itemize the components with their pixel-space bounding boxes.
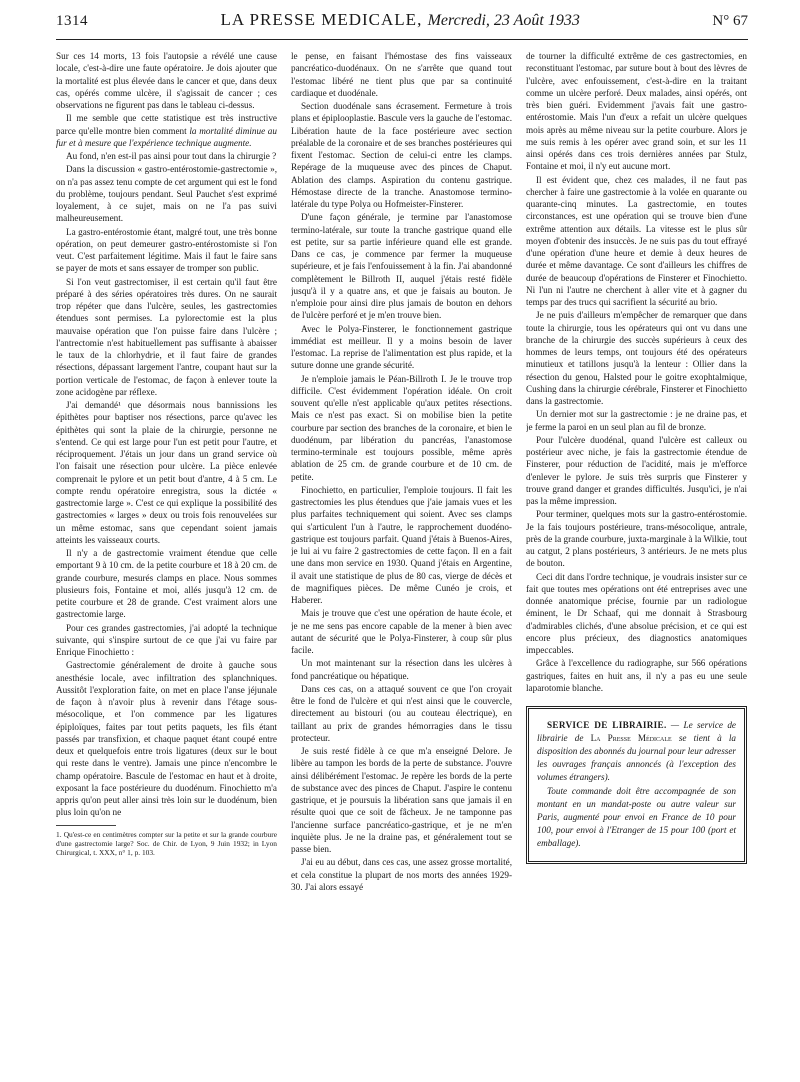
footnote-divider (56, 825, 116, 826)
paragraph: Un dernier mot sur la gastrectomie : je ne draine pas, et je ferme la paroi en un seul plan au fil de bronze. (526, 409, 747, 432)
paragraph (56, 112, 277, 149)
paragraph: Je suis resté fidèle à ce que m'a enseigné Delore. Je libère au tampon les bords de la perte de substance. J'ouvre ainsi délibérément l'estomac. Je repère les bords de la perte de substance avec des pinces de Chaput. J'aspire le contenu gastrique, et je poursuis la libération sans que jamais il en résulte quoi que ce soit de fâcheux. Je ne tamponne pas l'ancienne surface pancréatico-gastrique, et je ne m'en inquiète plus. Je ne la draine pas, et généralement tout se passe bien. (291, 746, 512, 854)
column-2 (291, 50, 512, 1040)
library-service-notice (526, 706, 747, 864)
paragraph: Finochietto, en particulier, l'emploie toujours. Il fait les gastrectomies les plus étendues que j'aie jamais vues et les plus parfaites techniquement qui soient. Avec ses clamps qui s'articulent l'un à l'autre, le rapprochement duodéno-gastrique est toujours parfait. Quand j'étais à Buenos-Aires, je lui ai vu faire 2 gastrectomies de cette façon. Il en a fait une dans mon service en 1930. Quand j'étais en Argentine, il avait une statistique de plus de 80 cas, vierge de décès et de magnifiques pièces. De même Cunéo je crois, et Haberer. (291, 484, 512, 605)
notice-journal-name: La Presse Médicale (590, 733, 672, 743)
paragraph: Pour terminer, quelques mots sur la gastro-entérostomie. Je la fais toujours postérieure, trans-mésocolique, antrale, près de la grande courbure, juxta-marginale à la Wilkie, tout au catgut, 2 plans postérieurs, 3 antérieurs. Je ne mets plus de bouton. (526, 509, 747, 569)
journal-masthead (221, 10, 580, 30)
paragraph: Dans ces cas, on a attaqué souvent ce que l'on croyait être le fond de l'ulcère et qui n'est ainsi que le couvercle, directement au bistouri (ou au couteau électrique), en taillant au prix de grandes hémorragies dans le tissu protecteur. (291, 683, 512, 743)
article-columns (56, 50, 748, 1040)
paragraph: Gastrectomie généralement de droite à gauche sous anesthésie locale, avec infiltration des splanchniques. Aussitôt l'exploration faite, on met en place l'anse jéjunale de façon à n'avoir plus à revenir dans l'étage sous-mésocolique, et l'on commence par les ligatures épiploïques, faites par tout petits paquets, les fils étant passés par transfixion, et chaque paquet étant coupé entre deux et quelquefois entre trois ligatures (deux sur le bout qui reste dans le ventre). Jamais une pince n'encombre le champ opératoire. Bascule de l'estomac en haut et à droite, exposant la face postérieure du duodénum. Finochietto m'a appris qu'on peut aller ainsi très loin sur le duodénum, bien plus loin qu'on ne (56, 660, 277, 818)
paragraph: le pense, en faisant l'hémostase des fins vaisseaux pancréatico-duodénaux. On ne s'arrête que quand tout l'estomac libéré ne tient plus que par sa continuité cardiaque et duodénale. (291, 51, 512, 98)
column-1 (56, 50, 277, 1040)
page-header (56, 10, 748, 40)
paragraph: Il est évident que, chez ces malades, il ne faut pas chercher à faire une gastrectomie à la volée en quarante ou quarante-cinq minutes. La gastrectomie, en toutes circonstances, est une opération qui se trouve bien d'une extrême attention aux détails. La vitesse est le plus sûr moyen d'obtenir des insuccès. Je ne suis pas du tout effrayé d'une opération d'une heure et demie à deux heures de durée et même davantage. Ce sont d'ailleurs les chiffres de durée de beaucoup d'opérations de Finsterer et Finochietto. Ni l'un ni l'autre ne cherchent à aller vite et à gagner du temps par des trucs qui sacrifient la sécurité au brio. (526, 174, 747, 307)
page-number: 1314 (56, 13, 88, 29)
notice-title: SERVICE DE LIBRAIRIE. (547, 720, 667, 730)
paragraph: Section duodénale sans écrasement. Fermeture à trois plans et épiplooplastie. Bascule vers la gauche de l'estomac. Libération haute de la face postérieure avec section préalable de la coronaire et de ses branches postérieures qui fixent l'estomac. Section de celui-ci entre les clamps. Repérage de la muqueuse avec des pinces de Chaput. Ablation des clamps. Aspiration du contenu gastrique. Hémostase directe de la tranche. Anastomose termino-latérale du type Polya ou Hofmeister-Finsterer. (291, 101, 512, 209)
paragraph: Pour l'ulcère duodénal, quand l'ulcère est calleux ou postérieur avec niche, je fais la gastrectomie étendue de Finsterer, pour réduction de l'acidité, mais je m'efforce d'enlever le pylore. Je suis très surpris que Finsterer y trouve grand danger et grandes difficultés. Jusqu'ici, je n'ai pas la même impression. (526, 434, 747, 506)
paragraph-text: Il me semble que cette statistique est très instructive parce qu'elle montre bien comment (56, 113, 277, 136)
paragraph: Avec le Polya-Finsterer, le fonctionnement gastrique immédiat est meilleur. Il y a moins besoin de laver l'estomac. La reprise de l'alimentation est plus rapide, et la suture donne une grande sécurité. (291, 323, 512, 371)
paragraph: Si l'on veut gastrectomiser, il est certain qu'il faut être préparé à des séries opératoires très dures. On ne saurait trop répéter que dans l'ulcère, seules, les gastrectomies étendues sont permises. La pylorectomie est la plus mauvaise opération que l'on puisse faire dans l'ulcère ; l'antrectomie n'est habituellement pas suffisante à abaisser le taux de la chlorhydrie, et il faut faire de grandes résections, dépassant largement l'antre, coupant haut sur la portion verticale de l'estomac, de façon à enlever toute la zone acidogène par réflexe. (56, 276, 277, 397)
paragraph: Dans la discussion « gastro-entérostomie-gastrectomie », on n'a pas assez tenu compte de cet argument qui est le fond du problème, toujours pendant. Seul Pauchet s'est exprimé loyalement, à ce sujet, mais on ne l'a pas suivi malheureusement. (56, 164, 277, 224)
issue-date: Mercredi, 23 Août 1933 (427, 12, 580, 29)
paragraph: de tourner la difficulté extrême de ces gastrectomies, en reconstituant l'estomac, par suture bout à bout des lèvres de l'ulcère, avec enfouissement, c'est-à-dire en la traitant comme un ulcère perforé. Deux malades, ainsi opérés, ont très bien guéri. Evidemment j'avais fait une gastro-entérostomie. Mais l'un d'eux a refait un ulcère quelques mois après au même niveau sur la petite courbure. Alors je me suis remis à les opérer avec grand soin, et sur les 11 ainsi opérés dans ces trois dernières années par Stulz, Fontaine et moi, il n'y eut aucune mort. (526, 51, 747, 172)
notice-dash: — (666, 720, 684, 730)
notice-paragraph: Toute commande doit être accompagnée de son montant en un mandat-poste ou autre valeur sur Paris, augmenté pour envoi en France de 10 pour 100, pour envoi à l'Etranger de 15 pour 100 (port et emballage). (537, 786, 736, 848)
paragraph: Je n'emploie jamais le Péan-Billroth I. Je le trouve trop difficile. C'est évidemment l'opération idéale. On croit souvent qu'elle n'est applicable qu'aux petites résections. Mais ce n'est pas exact. Si on mobilise bien la petite courbure par section des branches de la coronaire, et bien le duodénum, par libération du pancréas, l'anastomose termino-terminale est toujours possible, même après ablation de 25 cm. de grande courbure et de 10 cm. de petite. (291, 373, 512, 482)
column-3 (526, 50, 747, 1040)
paragraph: Sur ces 14 morts, 13 fois l'autopsie a révélé une cause locale, c'est-à-dire une faute opératoire. Je dois ajouter que la mortalité est plus élevée dans le cancer et que, dans deux cas, opérés comme ulcère, il s'agissait de cancer ; ces observations ne figurent pas dans le tableau ci-dessus. (56, 51, 277, 110)
notice-text: Le service de librairie de (537, 720, 737, 743)
paragraph: Je ne puis d'ailleurs m'empêcher de remarquer que dans toute la chirurgie, tous les opérateurs qui ont vu dans une branche de la chirurgie des succès supérieurs à ceux des hommes de leurs temps, ont toujours été des opérateurs minutieux et tatillons jusqu'à la lenteur : Ollier dans la résection du genou, Halsted pour le goitre exophtalmique, Cushing dans la chirurgie cérébrale, Finsterer et Finochietto dans la gastrectomie. (526, 310, 747, 406)
paragraph: Grâce à l'excellence du radiographe, sur 566 opérations gastriques, faites en huit ans, il n'y a pas eu une seule laparotomie blanche. (526, 658, 747, 693)
footnote: 1. Qu'est-ce en centimètres compter sur la petite et sur la grande courbure d'une gastrectomie large? Soc. de Chir. de Lyon, 9 Juin 1932; in Lyon Chirurgical, t. XXX, n° 1, p. 103. (56, 829, 277, 858)
paragraph: J'ai demandé¹ que désormais nous bannissions les épithètes pour baptiser nos résections, parce qu'avec les épithètes qui sont la plaie de la chirurgie, personne ne s'entend. Ce qui est large pour l'un est petit pour l'autre, et réciproquement. J'étais un jour dans un grand service où l'on faisait une résection pour ulcère. La pièce enlevée comprenait le pylore et un petit bout d'antre, 4 à 5 cm. Le compte rendu opératoire enregistra, sous la dictée « gastrectomie large ». C'est ce qui explique la possibilité des gastrectomies « larges » deux ou trois fois renouvelées sur un même estomac, sans que cependant soient jamais atteints les vaisseaux courts. (56, 400, 277, 545)
emphasis-text: la mortalité diminue au fur et à mesure que l'expérience technique augmente. (56, 125, 277, 148)
notice-text: se tient à la disposition des abonnés du journal pour leur adresser les ouvrages français annoncés (à l'exception des volumes étrangers). (537, 733, 736, 782)
journal-title: LA PRESSE MEDICALE, (220, 10, 423, 29)
paragraph: J'ai eu au début, dans ces cas, une assez grosse mortalité, et cela constitue la plupart de nos morts des années 1929-30. J'ai alors essayé (291, 857, 512, 892)
paragraph: Pour ces grandes gastrectomies, j'ai adopté la technique suivante, qui s'inspire surtout de ce que j'ai vu faire par Enrique Finochietto : (56, 622, 277, 657)
paragraph: La gastro-entérostomie étant, malgré tout, une très bonne opération, on peut demeurer gastro-entérostomiste si l'on veut. C'est parfaitement légitime. Mais il faut le faire sans se payer de mots et sans essayer de tromper son public. (56, 226, 277, 274)
paragraph: Un mot maintenant sur la résection dans les ulcères à fond pancréatique ou hépatique. (291, 658, 512, 681)
paragraph: Ceci dit dans l'ordre technique, je voudrais insister sur ce fait que toutes mes opérations ont été entreprises avec une donnée anatomique précise, fournie par un radiologue éminent, le Dr Schaaf, qui me donnait à Strasbourg d'admirables clichés, d'une absolue précision, et ce qui est encore plus précieux, des diagnostics anatomiques impeccables. (526, 571, 747, 655)
notice-paragraph (537, 719, 736, 784)
paragraph: Il n'y a de gastrectomie vraiment étendue que celle emportant 9 à 10 cm. de la petite courbure et 18 à 20 cm. de grande courbure, mesurés clamps en place. Nous sommes plusieurs fois, Fontaine et moi, allés jusqu'à 12 cm. de petite courbure et 28 de grande. C'est vraiment alors une gastrectomie large. (56, 548, 277, 620)
issue-number: N° 67 (712, 13, 748, 29)
paragraph: Mais je trouve que c'est une opération de haute école, et je ne me sens pas encore capable de la mener à bien avec autant de sécurité que le Polya-Finsterer, à coup sûr plus facile. (291, 608, 512, 655)
paragraph: Au fond, n'en est-il pas ainsi pour tout dans la chirurgie ? (66, 151, 277, 161)
paragraph: D'une façon générale, je termine par l'anastomose termino-latérale, sur toute la tranche gastrique quand elle est petite, sur sa partie inférieure quand elle est grande. Dans ce cas, je commence par fermer la muqueuse supérieure, et je fais l'enfouissement à la fin. J'ai abandonné complètement le Billroth II, auquel j'étais resté fidèle jusqu'à il y a quatre ans, et que je faisais au bouton. Je n'emploie pour ainsi dire plus jamais de bouton en dehors de l'ulcère perforé et je m'en trouve bien. (291, 212, 512, 321)
